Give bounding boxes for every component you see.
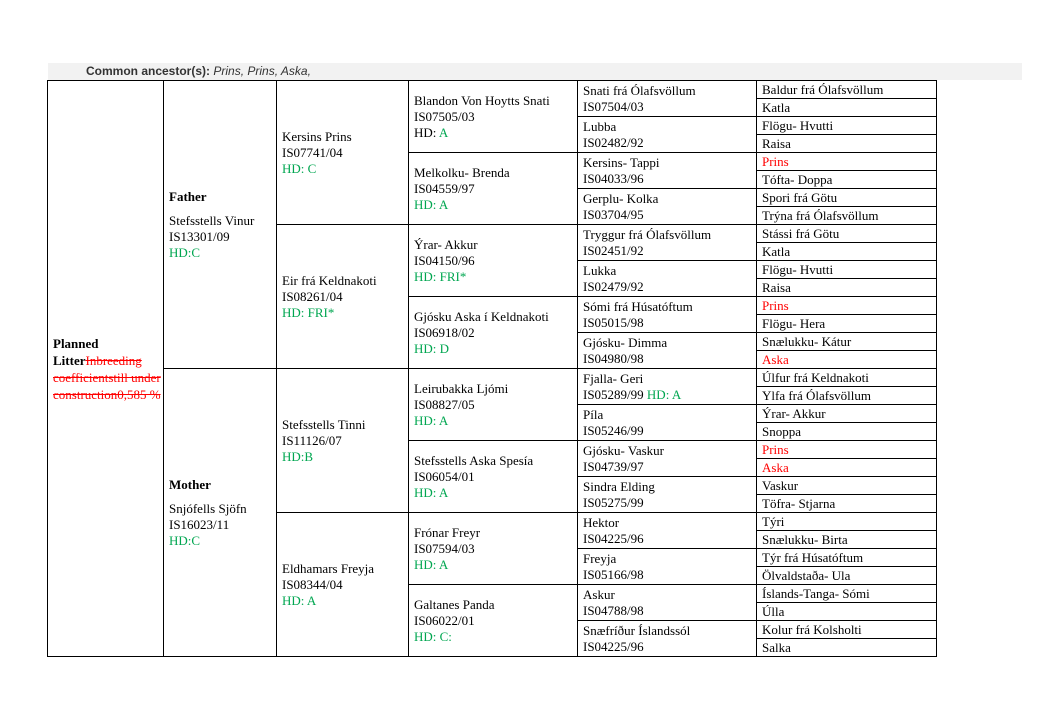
gen5-cell — [757, 567, 937, 585]
dog-name: Töfra- Stjarna — [762, 495, 836, 511]
great-grandparent-cell — [409, 441, 578, 513]
gen5-cell — [757, 207, 937, 225]
dog-name: Tryggur frá Ólafsvöllum — [583, 226, 712, 242]
dog-name: Stássi frá Götu — [762, 225, 840, 241]
hd-prefix: HD: — [414, 124, 439, 140]
dog-reg: IS03704/95 — [583, 206, 644, 222]
grandparent-cell — [277, 369, 409, 513]
dog-reg: IS06918/02 — [414, 324, 475, 340]
dog-name: Eir frá Keldnakoti — [282, 272, 377, 288]
dog-name: Salka — [762, 639, 791, 655]
dog-name: Ylfa frá Ólafsvöllum — [762, 387, 872, 403]
gen5-cell — [757, 459, 937, 477]
common-ancestors-bar — [48, 63, 1022, 80]
dog-reg: IS02482/92 — [583, 134, 644, 150]
gen5-cell — [757, 135, 937, 153]
grandparent-cell — [277, 513, 409, 657]
dog-name: Ölvaldstaða- Ula — [762, 567, 851, 583]
mother-name: Snjófells Sjöfn — [169, 500, 247, 516]
gen4-cell — [578, 621, 757, 657]
dog-name: Kersins- Tappi — [583, 154, 660, 170]
common-ancestors-names: Prins, Prins, Aska, — [213, 64, 311, 78]
common-ancestors-label: Common ancestor(s): — [86, 64, 211, 78]
dog-name: Frónar Freyr — [414, 524, 481, 540]
dog-reg: IS04150/96 — [414, 252, 475, 268]
gen5-cell — [757, 513, 937, 531]
dog-name: Eldhamars Freyja — [282, 560, 375, 576]
dog-reg: IS07505/03 — [414, 108, 475, 124]
hd-score: HD: A — [414, 196, 449, 212]
dog-name: Spori frá Götu — [762, 189, 838, 205]
dog-reg: IS07594/03 — [414, 540, 475, 556]
dog-reg: IS05246/99 — [583, 422, 644, 438]
dog-name: Prins — [762, 153, 789, 169]
dog-name: Týr frá Húsatóftum — [762, 549, 864, 565]
dog-reg: IS02451/92 — [583, 242, 644, 258]
dog-name: Snæfríður Íslandssól — [583, 622, 691, 638]
gen4-cell — [578, 81, 757, 117]
dog-name: Gjósku Aska í Keldnakoti — [414, 308, 549, 324]
hd-score: HD: D — [414, 340, 450, 356]
pedigree-table — [47, 80, 937, 657]
gen5-cell — [757, 243, 937, 261]
dog-name: Trýna frá Ólafsvöllum — [762, 207, 879, 223]
dog-name: Úlla — [762, 603, 785, 619]
dog-name: Týri — [762, 513, 785, 529]
dog-name: Kolur frá Kolsholti — [762, 621, 862, 637]
gen4-cell — [578, 297, 757, 333]
dog-name: Lukka — [583, 262, 617, 278]
dog-reg: IS04225/96 — [583, 530, 644, 546]
hd-score: HD: A — [282, 592, 317, 608]
gen5-cell — [757, 225, 937, 243]
pedigree-row — [48, 81, 937, 99]
great-grandparent-cell — [409, 81, 578, 153]
dog-name: Prins — [762, 441, 789, 457]
gen5-cell — [757, 387, 937, 405]
great-grandparent-cell — [409, 585, 578, 657]
gen4-cell — [578, 153, 757, 189]
gen4-cell — [578, 441, 757, 477]
grandparent-cell — [277, 81, 409, 225]
gen5-cell — [757, 81, 937, 99]
hd-score: HD: A — [414, 484, 449, 500]
dog-name: Vaskur — [762, 477, 799, 493]
mother-role: Mother — [169, 476, 211, 492]
gen4-cell — [578, 369, 757, 405]
dog-name: Tófta- Doppa — [762, 171, 833, 187]
dog-name: Úlfur frá Keldnakoti — [762, 369, 869, 385]
gen5-cell — [757, 117, 937, 135]
great-grandparent-cell — [409, 369, 578, 441]
gen5-cell — [757, 495, 937, 513]
dog-reg: IS11126/07 — [282, 432, 342, 448]
dog-name: Ýrar- Akkur — [762, 405, 826, 421]
gen5-cell — [757, 153, 937, 171]
dog-reg: IS04788/98 — [583, 602, 644, 618]
great-grandparent-cell — [409, 225, 578, 297]
dog-reg: IS05289/99 — [583, 386, 644, 402]
great-grandparent-cell — [409, 513, 578, 585]
grandparent-cell — [277, 225, 409, 369]
dog-reg: IS07504/03 — [583, 98, 644, 114]
hd-score: A — [438, 124, 449, 140]
mother-hd: HD:C — [169, 532, 201, 548]
dog-name: Katla — [762, 99, 791, 115]
gen5-cell — [757, 621, 937, 639]
gen4-cell — [578, 585, 757, 621]
dog-name: Freyja — [583, 550, 617, 566]
dog-name: Stefsstells Tinni — [282, 416, 366, 432]
dog-reg: IS05015/98 — [583, 314, 644, 330]
dog-reg: IS05275/99 — [583, 494, 644, 510]
mother-cell — [164, 369, 277, 657]
gen4-cell — [578, 549, 757, 585]
dog-reg: IS08261/04 — [282, 288, 343, 304]
gen4-cell — [578, 405, 757, 441]
dog-reg: IS06054/01 — [414, 468, 475, 484]
dog-name: Sindra Elding — [583, 478, 655, 494]
dog-name: Flögu- Hvutti — [762, 261, 834, 277]
dog-name: Lubba — [583, 118, 617, 134]
great-grandparent-cell — [409, 297, 578, 369]
gen5-cell — [757, 315, 937, 333]
gen5-cell — [757, 351, 937, 369]
dog-reg: IS04559/97 — [414, 180, 475, 196]
dog-reg: IS08344/04 — [282, 576, 343, 592]
gen4-cell — [578, 117, 757, 153]
dog-reg: IS05166/98 — [583, 566, 644, 582]
dog-name: Prins — [762, 297, 789, 313]
father-reg: IS13301/09 — [169, 228, 230, 244]
dog-reg: IS04980/98 — [583, 350, 644, 366]
dog-name: Leirubakka Ljómi — [414, 380, 509, 396]
hd-score: HD: C: — [414, 628, 452, 644]
gen5-cell — [757, 639, 937, 657]
gen5-cell — [757, 477, 937, 495]
gen5-cell — [757, 99, 937, 117]
dog-name: Kersins Prins — [282, 128, 352, 144]
gen5-cell — [757, 585, 937, 603]
dog-name: Askur — [583, 586, 615, 602]
father-name: Stefsstells Vinur — [169, 212, 255, 228]
dog-name: Stefsstells Aska Spesía — [414, 452, 534, 468]
gen5-cell — [757, 423, 937, 441]
dog-name: Fjalla- Geri — [583, 370, 644, 386]
hd-score: HD: A — [414, 556, 449, 572]
dog-name: Baldur frá Ólafsvöllum — [762, 81, 884, 97]
dog-name: Íslands-Tanga- Sómi — [762, 585, 870, 601]
dog-reg: IS07741/04 — [282, 144, 343, 160]
hd-score: HD: A — [414, 412, 449, 428]
dog-name: Hektor — [583, 514, 620, 530]
dog-name: Sómi frá Húsatóftum — [583, 298, 693, 314]
dog-name: Raisa — [762, 279, 791, 295]
gen5-cell — [757, 531, 937, 549]
gen5-cell — [757, 279, 937, 297]
hd-score: HD: A — [646, 386, 682, 402]
gen5-cell — [757, 549, 937, 567]
inbreeding-coefficient: Inbreeding coefficientstill under construction0,585 % — [53, 352, 161, 402]
gen4-cell — [578, 333, 757, 369]
planned-litter-cell — [48, 81, 164, 657]
gen5-cell — [757, 189, 937, 207]
gen5-cell — [757, 441, 937, 459]
gen5-cell — [757, 603, 937, 621]
gen4-cell — [578, 477, 757, 513]
great-grandparent-cell — [409, 153, 578, 225]
hd-score: HD: C — [282, 160, 317, 176]
dog-name: Píla — [583, 406, 604, 422]
litter-title: Planned Litter — [53, 335, 99, 368]
dog-name: Raisa — [762, 135, 791, 151]
gen4-cell — [578, 189, 757, 225]
hd-score: HD:B — [282, 448, 314, 464]
gen5-cell — [757, 297, 937, 315]
dog-name: Snoppa — [762, 423, 801, 439]
dog-reg: IS02479/92 — [583, 278, 644, 294]
dog-name: Flögu- Hvutti — [762, 117, 834, 133]
gen4-cell — [578, 513, 757, 549]
gen4-cell — [578, 261, 757, 297]
father-role: Father — [169, 188, 207, 204]
dog-name: Galtanes Panda — [414, 596, 495, 612]
gen5-cell — [757, 171, 937, 189]
dog-reg: IS08827/05 — [414, 396, 475, 412]
father-hd: HD:C — [169, 244, 201, 260]
father-cell — [164, 81, 277, 369]
pedigree-row — [48, 369, 937, 387]
dog-name: Gjósku- Dimma — [583, 334, 668, 350]
dog-name: Gjósku- Vaskur — [583, 442, 665, 458]
dog-name: Flögu- Hera — [762, 315, 826, 331]
dog-name: Aska — [762, 351, 789, 367]
hd-score: HD: FRI* — [414, 268, 467, 284]
dog-reg: IS06022/01 — [414, 612, 475, 628]
hd-score: HD: FRI* — [282, 304, 335, 320]
dog-name: Ýrar- Akkur — [414, 236, 478, 252]
gen5-cell — [757, 333, 937, 351]
dog-name: Snati frá Ólafsvöllum — [583, 82, 696, 98]
mother-reg: IS16023/11 — [169, 516, 230, 532]
gen5-cell — [757, 405, 937, 423]
dog-reg: IS04739/97 — [583, 458, 644, 474]
gen4-cell — [578, 225, 757, 261]
dog-name: Snælukku- Kátur — [762, 333, 852, 349]
dog-name: Gerplu- Kolka — [583, 190, 659, 206]
gen5-cell — [757, 369, 937, 387]
gen5-cell — [757, 261, 937, 279]
dog-reg: IS04225/96 — [583, 638, 644, 654]
dog-name: Snælukku- Birta — [762, 531, 848, 547]
dog-name: Katla — [762, 243, 791, 259]
dog-reg: IS04033/96 — [583, 170, 644, 186]
dog-name: Melkolku- Brenda — [414, 164, 510, 180]
dog-name: Aska — [762, 459, 789, 475]
dog-name: Blandon Von Hoytts Snati — [414, 92, 550, 108]
